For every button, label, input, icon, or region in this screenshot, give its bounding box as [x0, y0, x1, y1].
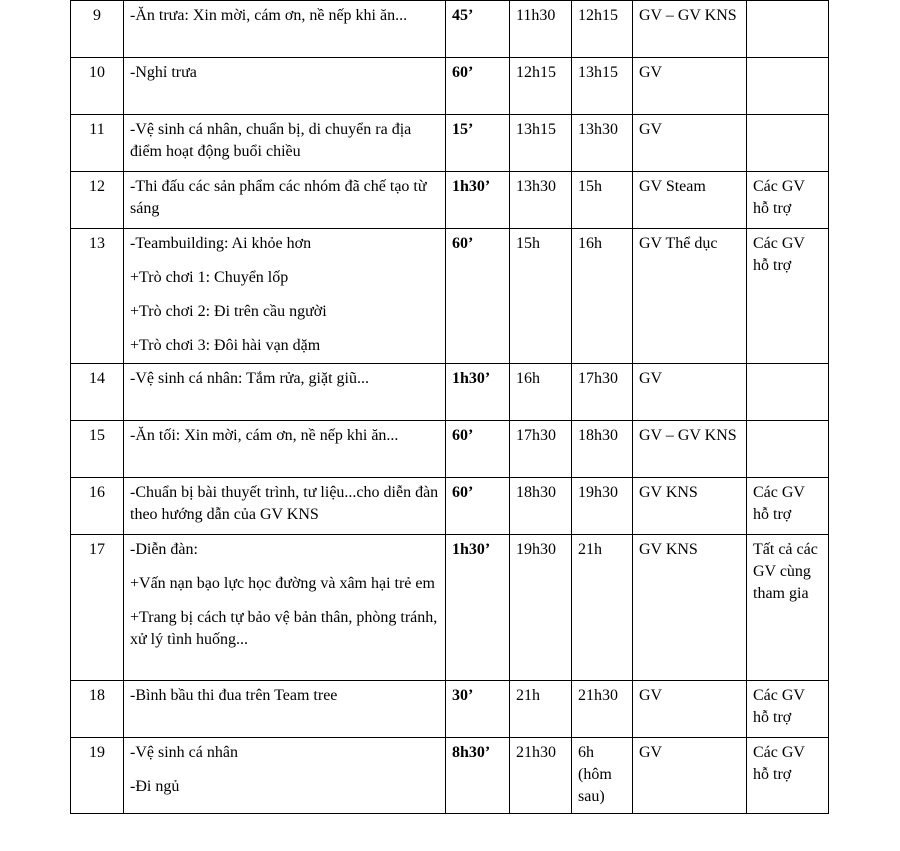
activity-line: -Vệ sinh cá nhân, chuẩn bị, di chuyển ra địa điểm hoạt động buổi chiều — [130, 121, 412, 160]
support-cell — [747, 364, 829, 421]
table-row — [71, 364, 829, 421]
activity-cell — [124, 478, 446, 535]
row-number: 12 — [71, 172, 124, 229]
duration-cell: 1h30’ — [446, 172, 510, 229]
support-cell — [747, 115, 829, 172]
row-number: 11 — [71, 115, 124, 172]
activity-line: -Vệ sinh cá nhân: Tắm rửa, giặt giũ... — [130, 370, 369, 387]
row-number: 19 — [71, 738, 124, 814]
row-number: 14 — [71, 364, 124, 421]
start-time-cell: 21h30 — [510, 738, 572, 814]
duration-cell: 1h30’ — [446, 535, 510, 681]
activity-line: -Teambuilding: Ai khỏe hơn — [130, 235, 312, 252]
activity-line: +Vấn nạn bạo lực học đường và xâm hại trẻ em — [130, 575, 435, 592]
start-time-cell: 13h15 — [510, 115, 572, 172]
lead-cell: GV – GV KNS — [633, 421, 747, 478]
end-time-cell: 19h30 — [572, 478, 633, 535]
activity-cell — [124, 58, 446, 115]
activity-line: +Trò chơi 1: Chuyển lốp — [130, 269, 289, 286]
activity-line: -Ăn tối: Xin mời, cám ơn, nề nếp khi ăn... — [130, 427, 399, 444]
activity-line: -Diễn đàn: — [130, 541, 198, 558]
row-number: 9 — [71, 1, 124, 58]
support-cell: Tất cả các GV cùng tham gia — [747, 535, 829, 681]
lead-cell: GV KNS — [633, 478, 747, 535]
activity-line: -Bình bầu thi đua trên Team tree — [130, 687, 338, 704]
lead-cell: GV — [633, 115, 747, 172]
schedule-table — [70, 0, 829, 814]
end-time-cell: 15h — [572, 172, 633, 229]
lead-cell: GV — [633, 364, 747, 421]
lead-cell: GV – GV KNS — [633, 1, 747, 58]
activity-line: +Trang bị cách tự bảo vệ bản thân, phòng tránh, xử lý tình huống... — [130, 609, 438, 648]
support-cell — [747, 58, 829, 115]
activity-cell — [124, 421, 446, 478]
activity-line: -Nghỉ trưa — [130, 64, 197, 81]
activity-cell — [124, 738, 446, 814]
start-time-cell: 18h30 — [510, 478, 572, 535]
activity-line: -Thi đấu các sản phẩm các nhóm đã chế tạo từ sáng — [130, 178, 427, 217]
duration-cell: 30’ — [446, 681, 510, 738]
activity-line: -Đi ngủ — [130, 778, 180, 795]
activity-line: -Ăn trưa: Xin mời, cám ơn, nề nếp khi ăn... — [130, 7, 408, 24]
duration-cell: 45’ — [446, 1, 510, 58]
row-number: 18 — [71, 681, 124, 738]
duration-cell: 60’ — [446, 421, 510, 478]
row-number: 15 — [71, 421, 124, 478]
activity-cell — [124, 364, 446, 421]
support-cell — [747, 1, 829, 58]
lead-cell: GV Steam — [633, 172, 747, 229]
end-time-cell: 16h — [572, 229, 633, 364]
start-time-cell: 15h — [510, 229, 572, 364]
activity-line: -Vệ sinh cá nhân — [130, 744, 238, 761]
start-time-cell: 19h30 — [510, 535, 572, 681]
activity-cell — [124, 229, 446, 364]
row-number: 13 — [71, 229, 124, 364]
schedule-body — [71, 1, 829, 814]
lead-cell: GV KNS — [633, 535, 747, 681]
end-time-cell: 6h (hôm sau) — [572, 738, 633, 814]
end-time-cell: 13h15 — [572, 58, 633, 115]
start-time-cell: 17h30 — [510, 421, 572, 478]
table-row — [71, 172, 829, 229]
support-cell: Các GV hỗ trợ — [747, 681, 829, 738]
end-time-cell: 18h30 — [572, 421, 633, 478]
support-cell: Các GV hỗ trợ — [747, 478, 829, 535]
duration-cell: 60’ — [446, 478, 510, 535]
duration-cell: 15’ — [446, 115, 510, 172]
end-time-cell: 17h30 — [572, 364, 633, 421]
lead-cell: GV — [633, 738, 747, 814]
duration-cell: 60’ — [446, 58, 510, 115]
lead-cell: GV Thể dục — [633, 229, 747, 364]
activity-cell — [124, 535, 446, 681]
table-row — [71, 478, 829, 535]
end-time-cell: 12h15 — [572, 1, 633, 58]
start-time-cell: 16h — [510, 364, 572, 421]
end-time-cell: 13h30 — [572, 115, 633, 172]
table-row — [71, 681, 829, 738]
row-number: 16 — [71, 478, 124, 535]
lead-cell: GV — [633, 58, 747, 115]
duration-cell: 1h30’ — [446, 364, 510, 421]
row-number: 17 — [71, 535, 124, 681]
support-cell: Các GV hỗ trợ — [747, 738, 829, 814]
start-time-cell: 12h15 — [510, 58, 572, 115]
table-row — [71, 58, 829, 115]
table-row — [71, 738, 829, 814]
duration-cell: 8h30’ — [446, 738, 510, 814]
table-row — [71, 115, 829, 172]
start-time-cell: 13h30 — [510, 172, 572, 229]
support-cell — [747, 421, 829, 478]
activity-line: +Trò chơi 3: Đôi hài vạn dặm — [130, 337, 321, 354]
activity-line: +Trò chơi 2: Đi trên cầu người — [130, 303, 327, 320]
duration-cell: 60’ — [446, 229, 510, 364]
table-row — [71, 229, 829, 364]
activity-cell — [124, 172, 446, 229]
activity-cell — [124, 115, 446, 172]
activity-cell — [124, 681, 446, 738]
table-row — [71, 535, 829, 681]
support-cell: Các GV hỗ trợ — [747, 172, 829, 229]
activity-line: -Chuẩn bị bài thuyết trình, tư liệu...cho diễn đàn theo hướng dẫn của GV KNS — [130, 484, 439, 523]
support-cell: Các GV hỗ trợ — [747, 229, 829, 364]
table-row — [71, 1, 829, 58]
start-time-cell: 11h30 — [510, 1, 572, 58]
activity-cell — [124, 1, 446, 58]
table-row — [71, 421, 829, 478]
end-time-cell: 21h30 — [572, 681, 633, 738]
start-time-cell: 21h — [510, 681, 572, 738]
end-time-cell: 21h — [572, 535, 633, 681]
row-number: 10 — [71, 58, 124, 115]
lead-cell: GV — [633, 681, 747, 738]
